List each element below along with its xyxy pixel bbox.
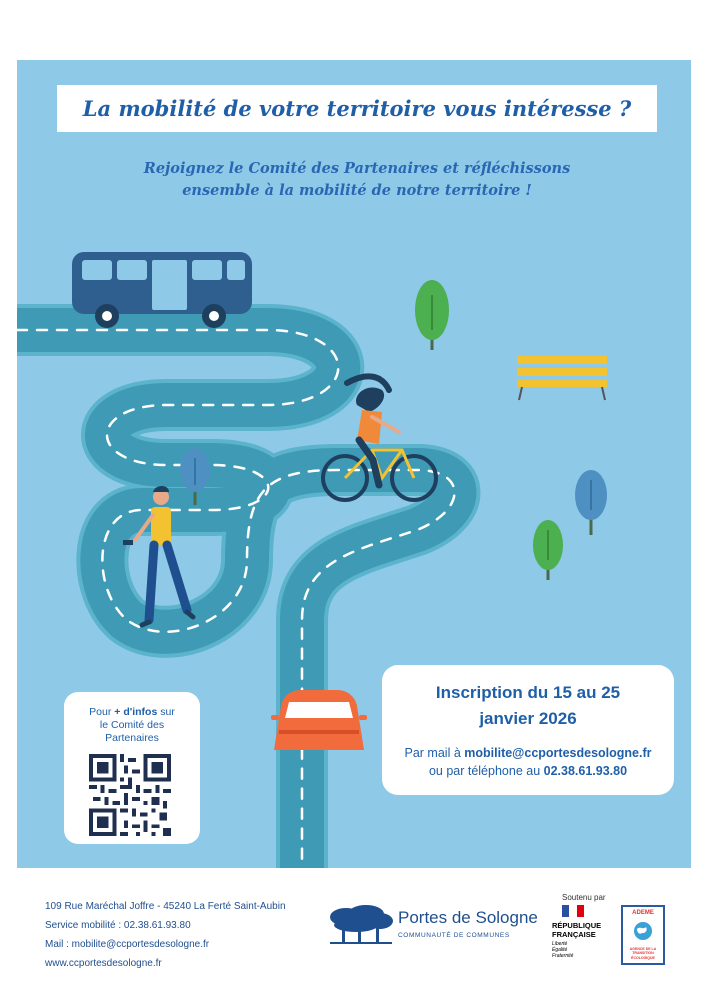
logo-subtitle: COMMUNAUTÉ DE COMMUNES	[398, 932, 510, 939]
globe-icon	[633, 921, 653, 941]
supported-by-label: Soutenu par	[562, 893, 606, 902]
qr-code[interactable]	[89, 754, 171, 836]
rf-motto-line: Fraternité	[552, 953, 574, 959]
qr-text-line: Partenaires	[105, 732, 159, 744]
rf-motto-line: Égalité	[552, 947, 568, 953]
phone-prefix: ou par téléphone au	[428, 764, 541, 778]
subtitle	[77, 158, 637, 202]
ademe-logo	[621, 905, 665, 965]
ademe-sub-line: TRANSITION	[632, 951, 654, 955]
registration-title: janvier 2026	[479, 709, 577, 728]
tree-illustration	[575, 470, 607, 535]
registration-title: Inscription du 15 au 25	[435, 683, 621, 702]
car-illustration	[271, 690, 367, 750]
ademe-sub-line: ÉCOLOGIQUE	[631, 955, 655, 960]
qr-text-prefix: Pour	[89, 706, 112, 718]
tree-illustration	[533, 520, 563, 580]
tree-logo-icon	[328, 905, 394, 945]
logo-name: Portes de Sologne	[398, 908, 538, 927]
page-title: La mobilité de votre territoire vous intéresse ?	[82, 96, 632, 121]
footer-mail[interactable]: Mail : mobilite@ccportesdesologne.fr	[45, 939, 210, 950]
tree-illustration	[415, 280, 449, 350]
french-flag-icon	[562, 905, 584, 917]
qr-text-suffix: sur	[160, 706, 175, 718]
portes-de-sologne-logo	[328, 905, 538, 945]
registration-card	[382, 665, 674, 795]
footer-address: 109 Rue Maréchal Joffre - 45240 La Ferté Saint-Aubin	[45, 901, 286, 912]
bench-illustration	[517, 356, 607, 400]
rf-motto-line: Liberté	[552, 941, 568, 947]
registration-email-link[interactable]: mobilite@ccportesdesologne.fr	[464, 746, 652, 760]
subtitle-line: ensemble à la mobilité de notre territoire !	[182, 182, 532, 199]
registration-phone: 02.38.61.93.80	[543, 764, 628, 778]
rf-name-line: RÉPUBLIQUE	[552, 921, 602, 930]
poster-illustration	[17, 60, 691, 868]
qr-text-bold: + d'infos	[114, 706, 158, 718]
subtitle-line: Rejoignez le Comité des Partenaires et réfléchissons	[143, 160, 571, 177]
mail-prefix: Par mail à	[404, 746, 461, 760]
footer-service: Service mobilité : 02.38.61.93.80	[45, 920, 191, 931]
footer-contact	[45, 897, 286, 973]
ademe-name: ADEME	[632, 910, 654, 916]
title-banner	[57, 85, 657, 132]
ademe-sub-line: AGENCE DE LA	[629, 946, 657, 951]
qr-text-line: le Comité des	[99, 719, 165, 731]
qr-card	[64, 692, 200, 844]
republique-francaise-logo	[552, 905, 612, 963]
rf-name-line: FRANÇAISE	[552, 930, 596, 939]
footer-website[interactable]: www.ccportesdesologne.fr	[45, 958, 162, 969]
